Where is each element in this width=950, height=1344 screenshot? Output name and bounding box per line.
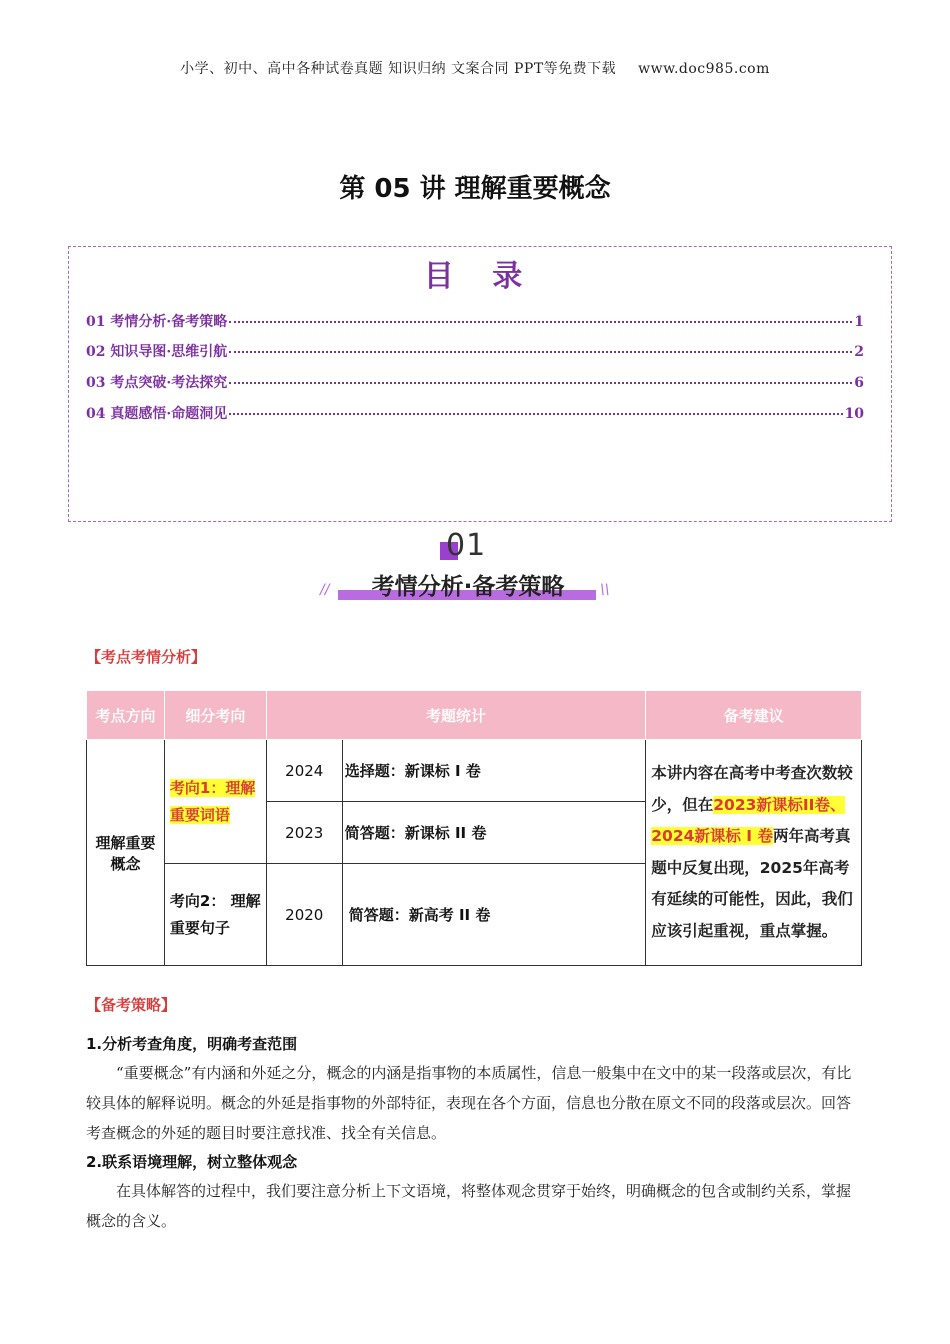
toc-item-label: 04 真题感悟·命题洞见 xyxy=(86,406,228,422)
question-cell: 选择题：新课标 I 卷 xyxy=(342,740,646,802)
question-cell: 简答题：新课标 II 卷 xyxy=(342,802,646,864)
section-label-strategy: 【备考策略】 xyxy=(86,996,177,1014)
toc-leader xyxy=(229,413,842,415)
toc-item-page: 10 xyxy=(844,406,864,422)
subtopic-1-text xyxy=(166,775,265,829)
advice-highlight: 2023新课标II卷、2024新课标 I 卷 xyxy=(651,795,846,845)
strategy-paragraph-2: 在具体解答的过程中，我们要注意分析上下文语境，将整体观念贯穿于始终，明确概念的包含或制约关系，掌握概念的含义。 xyxy=(86,1182,852,1230)
toc-item-label: 03 考点突破·考法探究 xyxy=(86,375,228,391)
strategy-paragraph-1: “重要概念”有内涵和外延之分，概念的内涵是指事物的本质属性，信息一般集中在文中的某一段落或层次，有比较具体的解释说明。概念的外延是指事物的外部特征，表现在各个方面，信息也分散在原文不同的段落或层次。回答考查概念的外延的题目时要注意找准、找全有关信息。 xyxy=(86,1064,852,1142)
advice-pre: 本讲内容在高考中考查次数较少，但在 xyxy=(651,764,853,814)
toc-item[interactable] xyxy=(86,311,864,331)
advice-cell xyxy=(646,740,862,966)
section-banner xyxy=(318,528,618,608)
table-of-contents xyxy=(68,246,892,522)
banner-slash-left-icon: // xyxy=(320,582,330,598)
toc-item[interactable] xyxy=(86,341,864,361)
header-site[interactable]: www.doc985.com xyxy=(638,61,770,77)
year-cell: 2023 xyxy=(266,802,342,864)
toc-item[interactable] xyxy=(86,372,864,392)
toc-item-page: 6 xyxy=(854,375,864,391)
page-title: 第 05 讲 理解重要概念 xyxy=(339,174,611,204)
toc-leader xyxy=(229,351,852,353)
subtopic-cell-2 xyxy=(164,864,266,966)
toc-item-page: 2 xyxy=(854,344,864,360)
toc-leader xyxy=(229,382,852,384)
subtopic-cell-1 xyxy=(164,740,266,864)
header-text: 小学、初中、高中各种试卷真题 知识归纳 文案合同 PPT等免费下载 xyxy=(180,61,617,77)
year-cell: 2020 xyxy=(266,864,342,966)
header-topic: 考点方向 xyxy=(87,691,165,740)
strategy-heading-2: 2.联系语境理解，树立整体观念 xyxy=(86,1153,298,1171)
toc-item-page: 1 xyxy=(854,314,864,330)
topic-cell: 理解重要概念 xyxy=(87,740,165,966)
header-stats: 考题统计 xyxy=(266,691,645,740)
table-header-row xyxy=(87,691,862,740)
exam-table xyxy=(86,690,862,966)
banner-number: 01 xyxy=(446,528,487,563)
subtopic-1-highlight: 考向1：理解重要词语 xyxy=(169,778,256,824)
year-cell: 2024 xyxy=(266,740,342,802)
toc-item[interactable] xyxy=(86,403,864,423)
page-header xyxy=(0,58,950,78)
toc-item-label: 02 知识导图·思维引航 xyxy=(86,344,228,360)
header-advice: 备考建议 xyxy=(646,691,862,740)
toc-item-label: 01 考情分析·备考策略 xyxy=(86,314,228,330)
toc-heading: 目 录 xyxy=(423,259,537,294)
header-subtopic: 细分考向 xyxy=(164,691,266,740)
subtopic-2-text: 考向2： 理解重要句子 xyxy=(169,891,261,937)
advice-post: 两年高考真题中反复出现，2025年高考有延续的可能性，因此，我们应该引起重视，重点掌握。 xyxy=(651,827,853,940)
banner-slash-right-icon: \\ xyxy=(600,582,610,598)
question-cell: 简答题：新高考 II 卷 xyxy=(342,864,646,966)
section-label-analysis: 【考点考情分析】 xyxy=(86,648,207,666)
toc-leader xyxy=(229,321,852,323)
advice-text xyxy=(647,756,860,949)
strategy-heading-1: 1.分析考查角度，明确考查范围 xyxy=(86,1035,298,1053)
banner-label: 考情分析·备考策略 xyxy=(371,574,565,600)
table-row xyxy=(87,740,862,802)
